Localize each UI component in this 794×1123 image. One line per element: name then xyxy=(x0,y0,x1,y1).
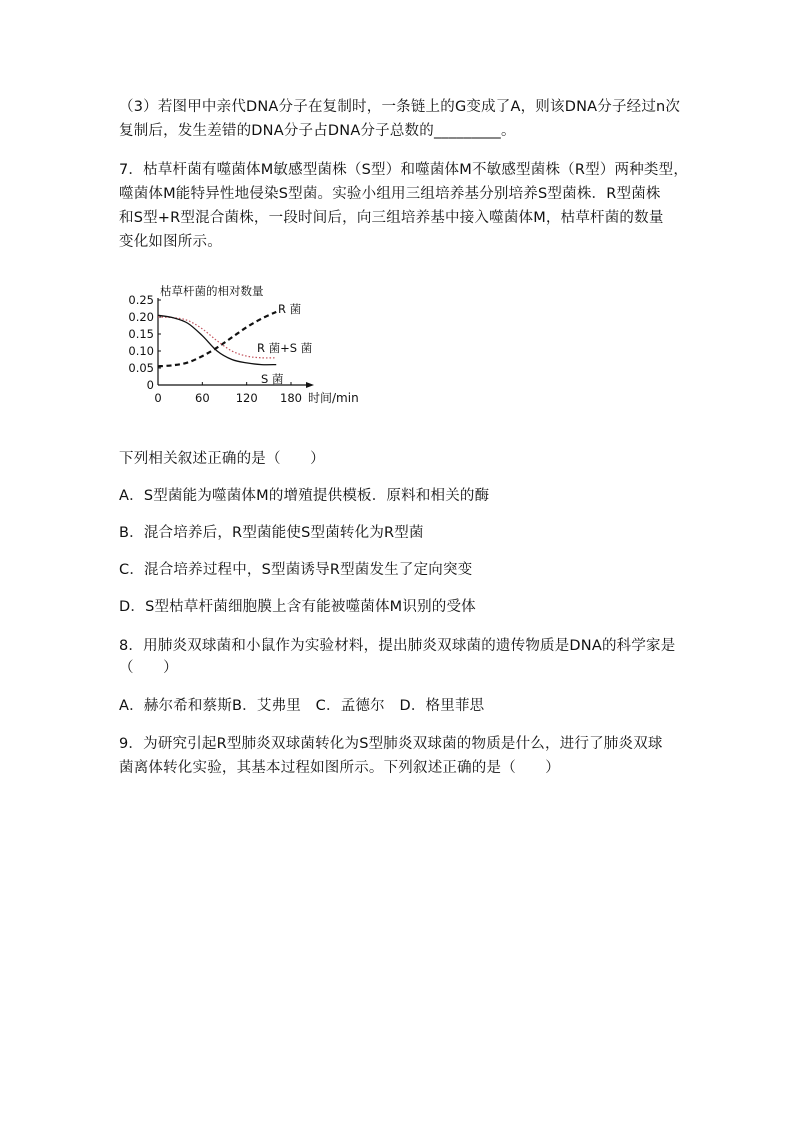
q6-part3-line2: 复制后，发生差错的DNA分子占DNA分子总数的_________。 xyxy=(119,123,516,139)
series-label-0: R 菌 xyxy=(278,302,302,316)
q8-line1: 8．用肺炎双球菌和小鼠作为实验材料，提出肺炎双球菌的遗传物质是DNA的科学家是 xyxy=(119,638,676,654)
x-tick-label: 60 xyxy=(195,391,210,405)
y-axis-label: 枯草杆菌的相对数量 xyxy=(160,284,264,298)
y-tick-label: 0 xyxy=(146,378,154,392)
q7-line1: 7．枯草杆菌有噬菌体M敏感型菌株（S型）和噬菌体M不敏感型菌株（R型）两种类型， xyxy=(119,162,689,178)
q7-option-c: C．混合培养过程中，S型菌诱导R型菌发生了定向突变 xyxy=(119,562,473,578)
q9-line2: 菌离体转化实验，其基本过程如图所示。下列叙述正确的是（ ） xyxy=(119,760,560,776)
q7-option-a: A．S型菌能为噬菌体M的增殖提供模板．原料和相关的酶 xyxy=(119,488,490,504)
q7-option-d: D．S型枯草杆菌细胞膜上含有能被噬菌体M识别的受体 xyxy=(119,599,476,615)
series-line-2 xyxy=(158,315,276,364)
q7-line2: 噬菌体M能特异性地侵染S型菌。实验小组用三组培养基分别培养S型菌株．R型菌株 xyxy=(119,186,661,202)
x-tick-label: 0 xyxy=(154,391,162,405)
q9-line1: 9．为研究引起R型肺炎双球菌转化为S型肺炎双球菌的物质是什么，进行了肺炎双球 xyxy=(119,736,663,752)
q7-option-b: B．混合培养后，R型菌能使S型菌转化为R型菌 xyxy=(119,525,424,541)
q7-line3: 和S型+R型混合菌株，一段时间后，向三组培养基中接入噬菌体M，枯草杆菌的数量 xyxy=(119,210,664,226)
series-label-1: R 菌+S 菌 xyxy=(257,341,313,355)
series-label-2: S 菌 xyxy=(261,372,284,386)
y-tick-label: 0.15 xyxy=(128,327,154,341)
x-tick-label: 120 xyxy=(235,391,258,405)
series-line-0 xyxy=(158,312,276,366)
x-tick-label: 180 xyxy=(280,391,302,405)
x-axis-arrow xyxy=(306,382,314,388)
y-tick-label: 0.20 xyxy=(128,310,154,324)
y-tick-label: 0.10 xyxy=(128,344,154,358)
q7-stem: 下列相关叙述正确的是（ ） xyxy=(119,451,325,467)
y-tick-label: 0.25 xyxy=(128,293,154,307)
q7-line4: 变化如图所示。 xyxy=(119,234,222,250)
x-axis-label: 时间/min xyxy=(308,391,359,405)
y-tick-label: 0.05 xyxy=(128,361,154,375)
bacteria-count-chart xyxy=(118,270,378,420)
q8-options: A．赫尔希和蔡斯B．艾弗里 C．孟德尔 D．格里菲思 xyxy=(119,698,485,714)
q8-line2: （ ） xyxy=(119,660,178,676)
q6-part3-line1: （3）若图甲中亲代DNA分子在复制时，一条链上的G变成了A，则该DNA分子经过n次 xyxy=(119,99,681,115)
